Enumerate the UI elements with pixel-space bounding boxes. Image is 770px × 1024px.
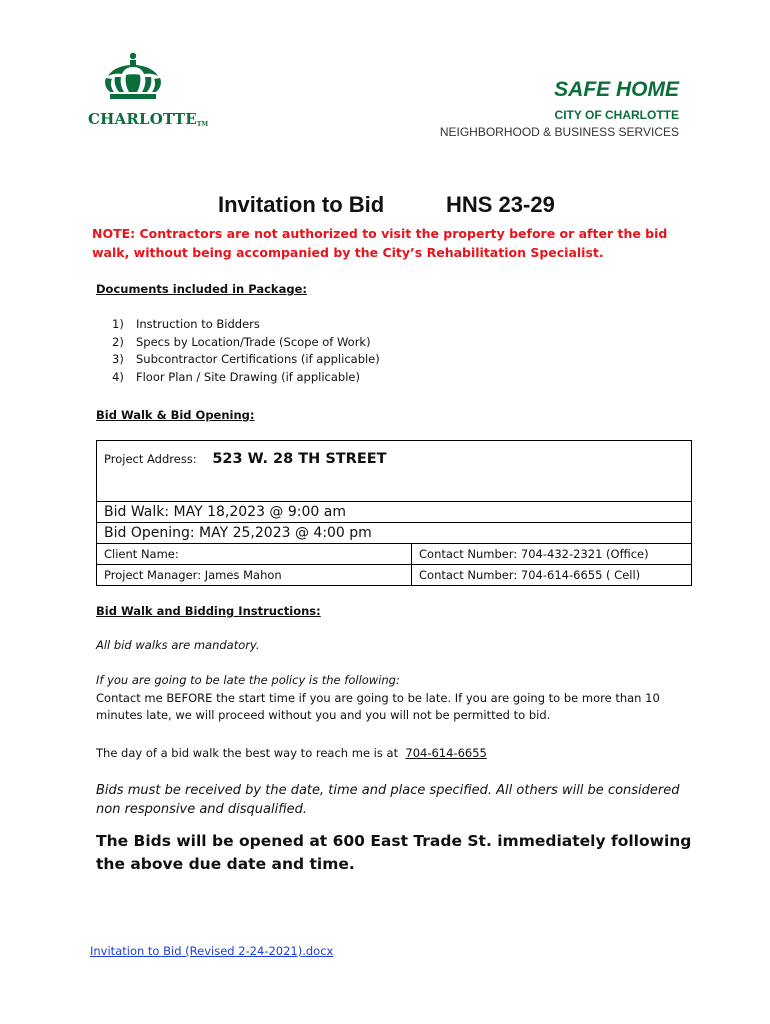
crown-icon [102, 52, 164, 106]
pm-contact-cell: Contact Number: 704-614-6655 ( Cell) [412, 565, 692, 586]
reach-me-line: The day of a bid walk the best way to reach me is at 704-614-6655 [96, 746, 487, 760]
department-name: NEIGHBORHOOD & BUSINESS SERVICES [439, 125, 679, 139]
footer-document-link[interactable]: Invitation to Bid (Revised 2-24-2021).docx [90, 944, 334, 958]
list-item: 1) Instruction to Bidders [112, 317, 260, 331]
instructions-heading: Bid Walk and Bidding Instructions: [96, 604, 321, 618]
page-title: Invitation to Bid [218, 192, 385, 217]
bid-walk-date: Bid Walk: MAY 18,2023 @ 9:00 am [97, 502, 692, 523]
table-row [97, 544, 692, 565]
bids-opened-text: The Bids will be opened at 600 East Trade St. immediately following the above due date and time. [96, 832, 692, 873]
table-row [97, 441, 692, 502]
list-item: 3) Subcontractor Certifications (if applicable) [112, 352, 380, 366]
header-block [440, 78, 679, 139]
bids-received-text: Bids must be received by the date, time and place specified. All others will be considered non responsive and disqualified. [96, 783, 680, 817]
program-name: SAFE HOME [554, 78, 679, 101]
late-policy-line-2: minutes late, we will proceed without you and you will not be permitted to bid. [96, 708, 551, 722]
late-policy-intro: If you are going to be late the policy is the following: [96, 673, 400, 687]
table-row [97, 502, 692, 523]
address-label: Project Address: [104, 452, 197, 466]
table-row [97, 523, 692, 544]
phone-link[interactable]: 704-614-6655 [405, 746, 487, 760]
table-row [97, 565, 692, 586]
client-contact-cell: Contact Number: 704-432-2321 (Office) [412, 544, 692, 565]
list-item: 4) Floor Plan / Site Drawing (if applicable) [112, 369, 360, 384]
city-name: CITY OF CHARLOTTE [554, 108, 679, 122]
late-policy-line-1: Contact me BEFORE the start time if you are going to be late. If you are going to be more than 10 [96, 691, 660, 705]
charlotte-logo [88, 52, 209, 132]
charlotte-wordmark: CHARLOTTETM [88, 110, 209, 128]
client-name-cell: Client Name: [97, 544, 412, 565]
contractor-note: NOTE: Contractors are not authorized to visit the property before or after the bid walk, without being accompanied by the City’s Rehabilitation Specialist. [92, 226, 668, 260]
list-item: 2) Specs by Location/Trade (Scope of Work) [112, 334, 371, 349]
mandatory-text: All bid walks are mandatory. [96, 638, 260, 652]
documents-list [112, 316, 380, 386]
bid-opening-date: Bid Opening: MAY 25,2023 @ 4:00 pm [97, 523, 692, 544]
project-manager-cell: Project Manager: James Mahon [97, 565, 412, 586]
documents-heading: Documents included in Package: [96, 282, 307, 296]
address-value: 523 W. 28 TH STREET [212, 451, 387, 467]
bid-number: HNS 23-29 [446, 192, 555, 217]
bid-walk-heading: Bid Walk & Bid Opening: [96, 408, 255, 422]
bid-details-table [96, 440, 692, 586]
